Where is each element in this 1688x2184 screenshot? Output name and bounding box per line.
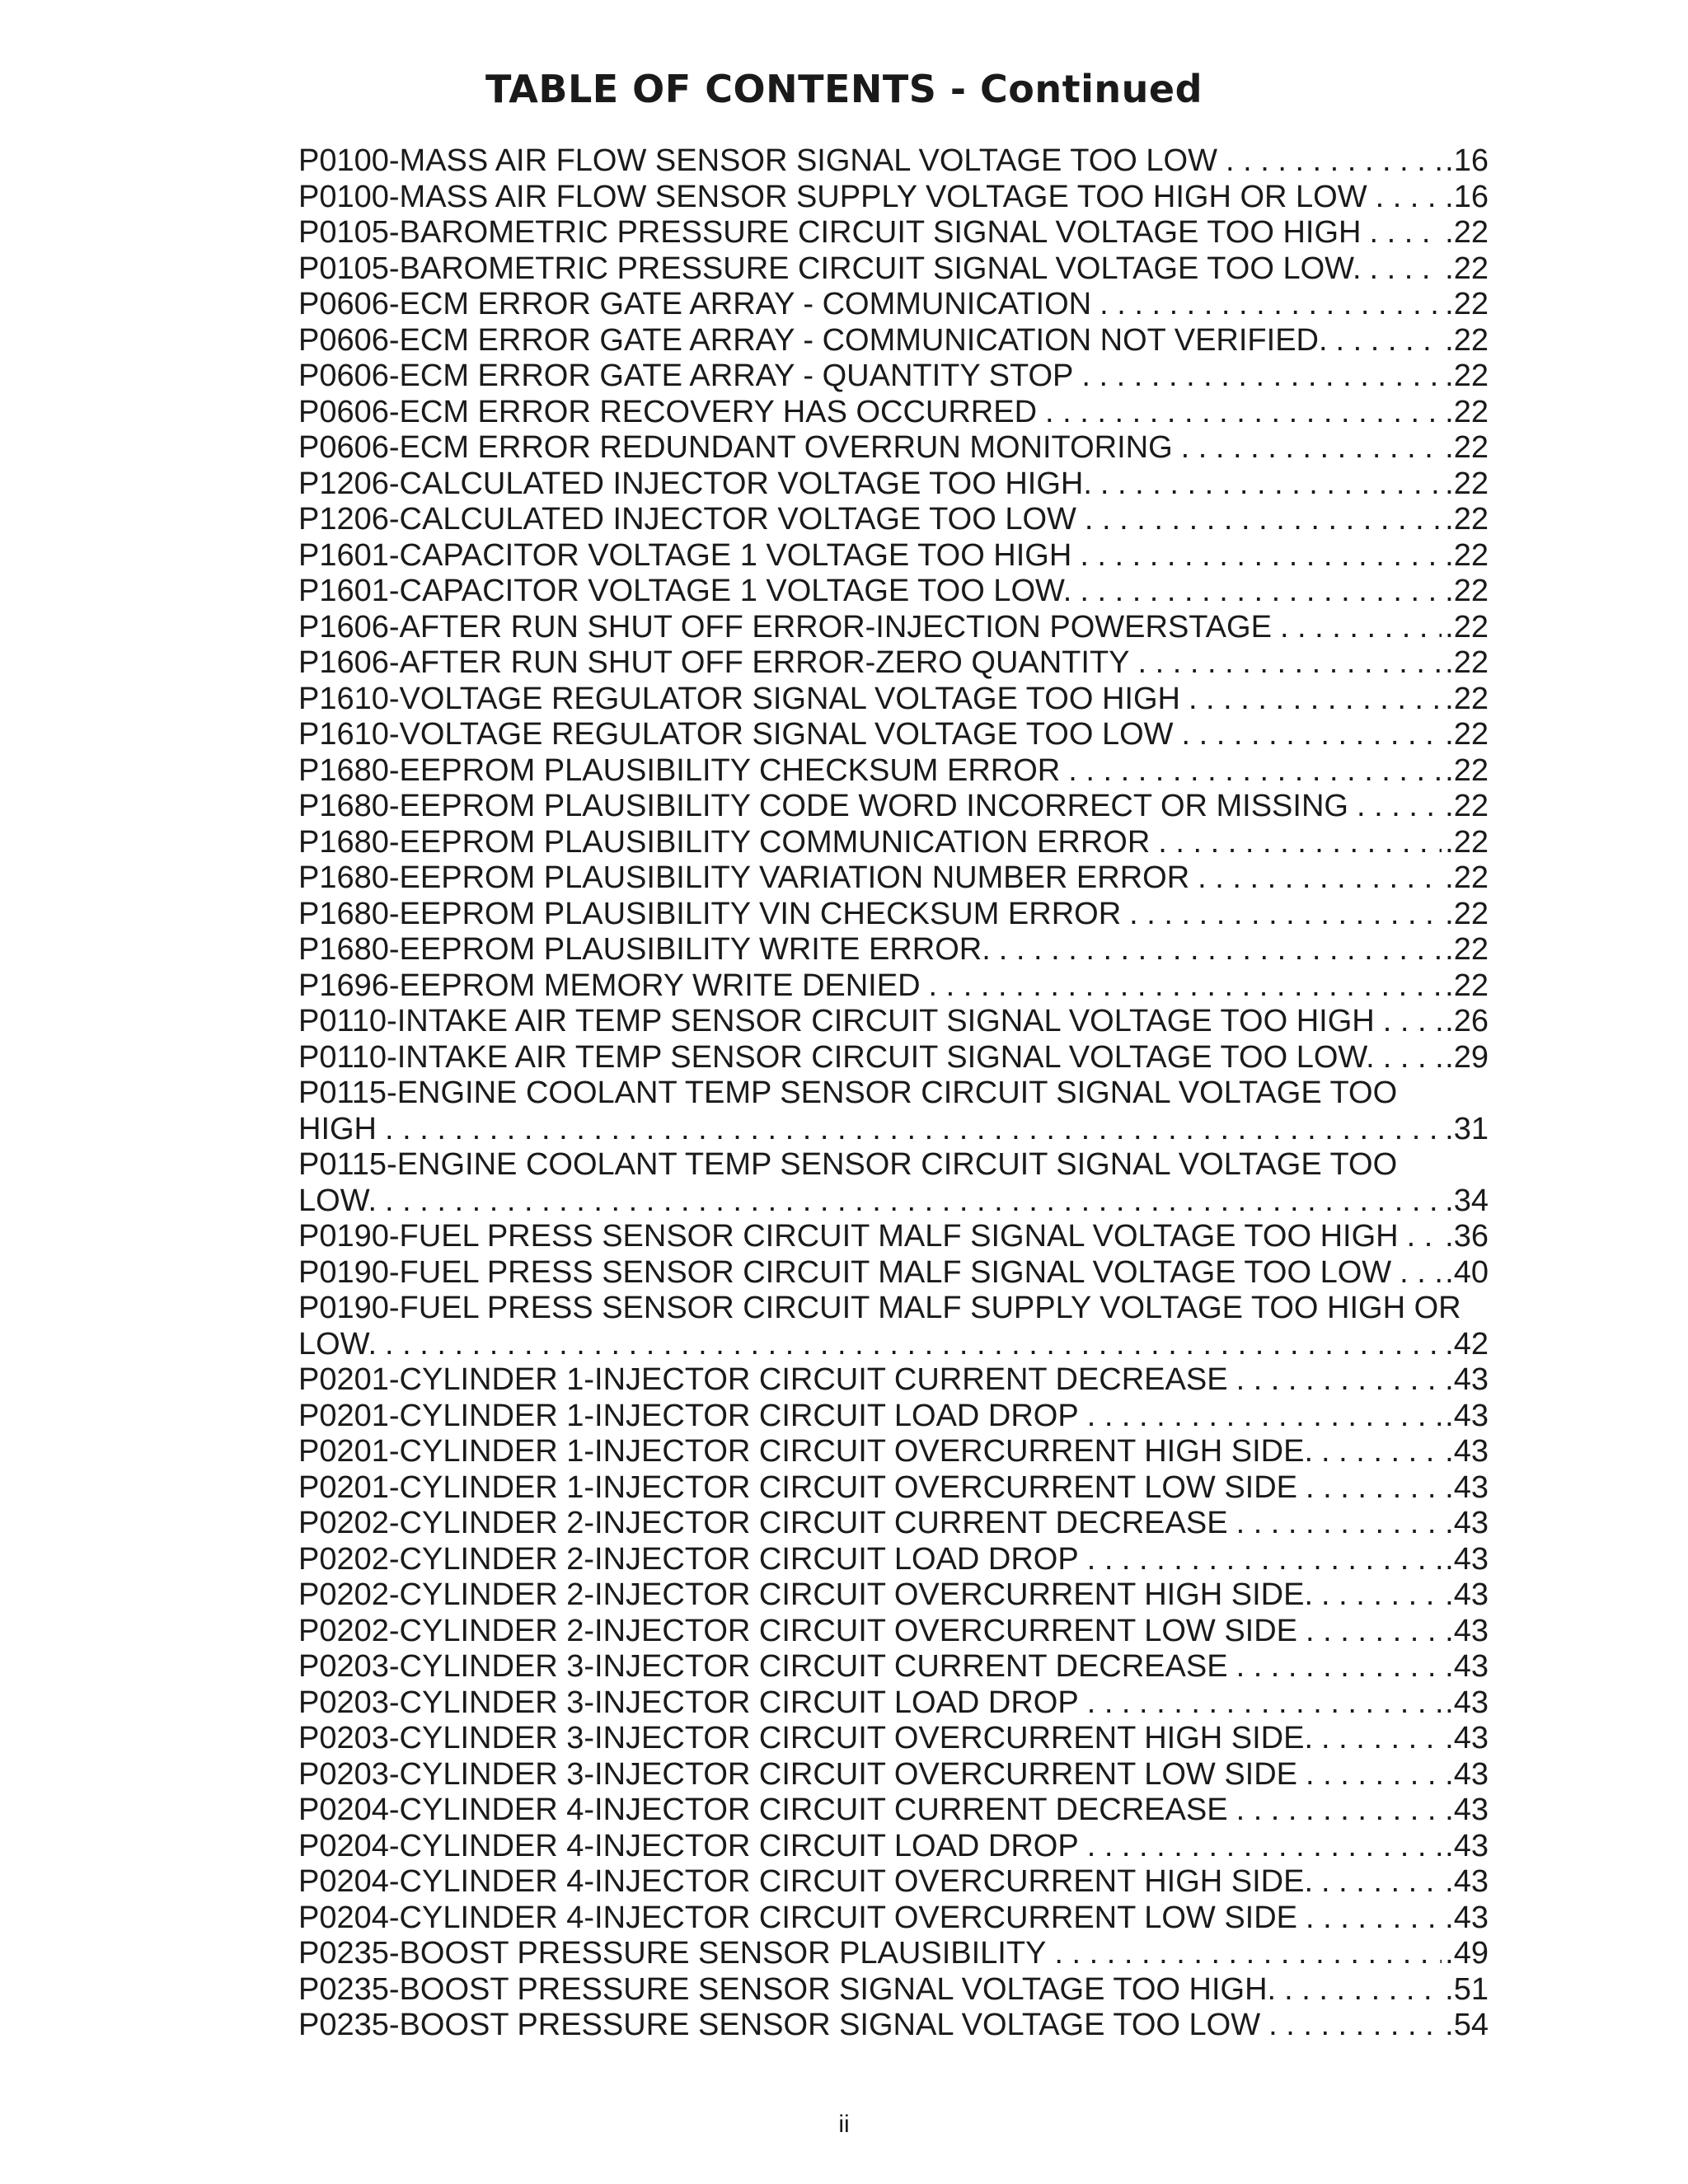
toc-entry-page: .43 [1445,1649,1489,1684]
toc-entry-title: P1206-CALCULATED INJECTOR VOLTAGE TOO HIGH. [298,466,1092,501]
toc-entry-page: .31 [1445,1111,1489,1146]
toc-entry-line [298,968,1489,1005]
toc-entry[interactable] [298,860,1489,897]
toc-entry[interactable] [298,251,1489,288]
toc-entry-title: P0202-CYLINDER 2-INJECTOR CIRCUIT OVERCURRENT LOW SIDE [298,1613,1298,1648]
table-of-contents [298,143,1489,2044]
toc-entry-line [298,1004,1489,1040]
toc-entry-page: .54 [1445,2008,1489,2042]
toc-entry-line [298,287,1489,323]
dot-leader [1100,287,1442,323]
toc-entry-line [298,1829,1489,1865]
dot-leader [1321,1721,1442,1757]
toc-entry-line [298,825,1489,861]
toc-entry-title: P0203-CYLINDER 3-INJECTOR CIRCUIT OVERCURRENT HIGH SIDE. [298,1721,1314,1755]
toc-entry[interactable] [298,1434,1489,1470]
toc-entry-page: .43 [1445,1469,1489,1505]
toc-entry[interactable] [298,1936,1489,1972]
dot-leader [1080,574,1442,610]
toc-entry-title: P0201-CYLINDER 1-INJECTOR CIRCUIT LOAD DROP [298,1398,1079,1433]
toc-entry-title: P0201-CYLINDER 1-INJECTOR CIRCUIT OVERCURRENT HIGH SIDE. [298,1434,1314,1469]
toc-entry-page: .42 [1445,1326,1489,1361]
toc-entry-line [298,1936,1489,1972]
toc-entry-page: .43 [1445,1434,1489,1469]
toc-entry[interactable] [298,753,1489,790]
toc-entry[interactable] [298,789,1489,825]
toc-entry-line [298,1434,1489,1470]
toc-entry-line [298,1219,1489,1255]
dot-leader [1087,1829,1442,1865]
toc-entry-title: P0606-ECM ERROR GATE ARRAY - COMMUNICATION [298,287,1092,321]
toc-entry-title: P0105-BAROMETRIC PRESSURE CIRCUIT SIGNAL VOLTAGE TOO HIGH [298,215,1362,250]
dot-leader [1100,466,1442,503]
dot-leader [1181,430,1442,466]
toc-entry-line [298,1470,1489,1507]
toc-entry-line [298,574,1489,610]
dot-leader [1081,359,1442,395]
toc-entry-line [298,1972,1489,2008]
toc-entry-page: .43 [1445,1685,1489,1720]
toc-entry-line [298,682,1489,718]
toc-entry-line [298,1112,1489,1148]
toc-entry[interactable] [298,1506,1489,1542]
toc-entry-page: .22 [1445,394,1489,429]
toc-entry-page: .26 [1445,1004,1489,1038]
toc-entry-title: HIGH [298,1111,377,1146]
toc-entry-page: .36 [1445,1219,1489,1254]
toc-entry-line [298,1649,1489,1685]
toc-entry[interactable] [298,1542,1489,1578]
toc-entry[interactable] [298,717,1489,753]
toc-entry-page: .22 [1445,359,1489,393]
toc-entry-line [298,1721,1489,1757]
toc-entry[interactable] [298,1076,1489,1147]
toc-entry-title: P1606-AFTER RUN SHUT OFF ERROR-INJECTION POWERSTAGE [298,609,1272,644]
page-title: TABLE OF CONTENTS - Continued [485,67,1203,111]
dot-leader [1226,143,1442,180]
toc-entry-title: P0202-CYLINDER 2-INJECTOR CIRCUIT OVERCURRENT HIGH SIDE. [298,1577,1314,1612]
toc-entry-title: P0190-FUEL PRESS SENSOR CIRCUIT MALF SIGNAL VOLTAGE TOO HIGH [298,1219,1399,1254]
toc-entry-title: P1601-CAPACITOR VOLTAGE 1 VOLTAGE TOO LOW. [298,574,1072,608]
toc-entry-title: P0204-CYLINDER 4-INJECTOR CIRCUIT LOAD DROP [298,1828,1079,1863]
toc-entry-line [298,1757,1489,1793]
toc-entry[interactable] [298,825,1489,861]
toc-entry-title-first-line: P0115-ENGINE COOLANT TEMP SENSOR CIRCUIT SIGNAL VOLTAGE TOO [298,1147,1398,1182]
toc-entry-page: .43 [1445,1793,1489,1827]
toc-entry-line [298,1542,1489,1578]
toc-entry-page: .22 [1445,574,1489,608]
dot-leader [1376,180,1442,216]
toc-entry-line [298,1685,1489,1722]
toc-entry-line [298,538,1489,574]
toc-entry[interactable] [298,1040,1489,1076]
toc-entry-page: .43 [1445,1541,1489,1577]
toc-entry[interactable] [298,897,1489,933]
toc-entry[interactable] [298,1004,1489,1040]
dot-leader [1189,682,1442,718]
toc-entry-line [298,717,1489,753]
dot-leader [1268,2008,1442,2044]
toc-entry[interactable] [298,180,1489,216]
toc-entry-title: P0203-CYLINDER 3-INJECTOR CIRCUIT OVERCURRENT LOW SIDE [298,1756,1298,1792]
toc-entry[interactable] [298,1649,1489,1685]
toc-entry-line [298,359,1489,395]
toc-entry-page: .22 [1445,860,1489,895]
toc-entry-title: P0204-CYLINDER 4-INJECTOR CIRCUIT OVERCURRENT HIGH SIDE. [298,1864,1314,1899]
toc-entry[interactable] [298,1291,1489,1362]
toc-entry-page: .49 [1445,1936,1489,1971]
toc-entry-page: .43 [1445,1577,1489,1612]
toc-entry-page: .22 [1445,896,1489,931]
toc-entry-page: .22 [1445,609,1489,644]
toc-entry[interactable] [298,215,1489,251]
toc-entry[interactable] [298,1972,1489,2008]
toc-entry[interactable] [298,1147,1489,1219]
toc-entry-title: P1606-AFTER RUN SHUT OFF ERROR-ZERO QUANTITY [298,645,1130,680]
toc-entry-line [298,1506,1489,1542]
dot-leader [1321,1577,1442,1614]
dot-leader [1054,1936,1442,1972]
toc-entry-page: .22 [1445,537,1489,573]
toc-entry-page: .51 [1445,1971,1489,2007]
dot-leader [1383,1040,1442,1076]
toc-entry-line [298,1327,1489,1363]
dot-leader [1236,1506,1442,1542]
toc-entry-line [298,502,1489,538]
toc-entry[interactable] [298,1721,1489,1757]
dot-leader [1407,1219,1442,1255]
toc-entry[interactable] [298,968,1489,1005]
toc-entry[interactable] [298,143,1489,180]
toc-entry-line [298,1577,1489,1614]
toc-entry-page: .22 [1445,430,1489,465]
dot-leader [1370,251,1442,288]
toc-entry-line [298,251,1489,288]
toc-entry-line [298,2008,1489,2044]
toc-entry-line [298,323,1489,359]
toc-entry-title: P0202-CYLINDER 2-INJECTOR CIRCUIT CURRENT DECREASE [298,1506,1228,1540]
toc-entry[interactable] [298,538,1489,574]
toc-entry[interactable] [298,359,1489,395]
toc-entry-line [298,1183,1489,1220]
dot-leader [1080,538,1442,574]
toc-entry[interactable] [298,466,1489,503]
toc-entry[interactable] [298,1362,1489,1399]
dot-leader [1138,645,1442,682]
toc-entry-title: P1610-VOLTAGE REGULATOR SIGNAL VOLTAGE TOO HIGH [298,681,1180,716]
toc-entry-title: P0204-CYLINDER 4-INJECTOR CIRCUIT OVERCURRENT LOW SIDE [298,1900,1298,1935]
toc-entry[interactable] [298,1829,1489,1865]
dot-leader [1085,502,1442,538]
toc-entry[interactable] [298,1614,1489,1650]
dot-leader [385,1327,1442,1363]
toc-entry[interactable] [298,1399,1489,1435]
toc-entry[interactable] [298,1900,1489,1937]
dot-leader [1306,1757,1442,1793]
toc-entry[interactable] [298,502,1489,538]
dot-leader [1129,897,1442,933]
toc-entry-title: P1680-EEPROM PLAUSIBILITY VIN CHECKSUM ERROR [298,896,1122,931]
toc-entry-title: P0235-BOOST PRESSURE SENSOR PLAUSIBILITY [298,1936,1047,1971]
dot-leader [385,1183,1442,1220]
toc-entry-title: P1680-EEPROM PLAUSIBILITY WRITE ERROR. [298,932,991,967]
toc-entry[interactable] [298,287,1489,323]
toc-entry[interactable] [298,574,1489,610]
toc-entry-title: P0204-CYLINDER 4-INJECTOR CIRCUIT CURRENT DECREASE [298,1793,1228,1827]
dot-leader [1045,395,1442,431]
toc-entry-title: P0203-CYLINDER 3-INJECTOR CIRCUIT LOAD DROP [298,1685,1079,1720]
toc-entry-title: P1680-EEPROM PLAUSIBILITY VARIATION NUMBER ERROR [298,860,1190,895]
toc-entry-title: P1696-EEPROM MEMORY WRITE DENIED [298,968,921,1003]
toc-entry-line [298,1793,1489,1829]
toc-entry-page: .22 [1445,287,1489,321]
toc-entry[interactable] [298,1255,1489,1291]
toc-entry-line [298,860,1489,897]
toc-entry[interactable] [298,1793,1489,1829]
toc-entry-page: .43 [1445,1398,1489,1433]
toc-entry-page: .29 [1445,1039,1489,1075]
toc-entry-title: P0203-CYLINDER 3-INJECTOR CIRCUIT CURRENT DECREASE [298,1649,1228,1684]
toc-entry-page: .40 [1445,1254,1489,1290]
dot-leader [1087,1399,1442,1435]
toc-entry-page: .22 [1445,824,1489,860]
toc-entry-page: .22 [1445,215,1489,250]
toc-entry-line [298,645,1489,682]
toc-entry-title: P0606-ECM ERROR REDUNDANT OVERRUN MONITORING [298,430,1173,465]
toc-entry-page: .43 [1445,1506,1489,1540]
toc-entry[interactable] [298,430,1489,466]
dot-leader [1284,1972,1442,2008]
toc-entry-title: P0235-BOOST PRESSURE SENSOR SIGNAL VOLTAGE TOO HIGH. [298,1971,1277,2007]
toc-entry-page: .22 [1445,645,1489,680]
toc-entry-title: P0110-INTAKE AIR TEMP SENSOR CIRCUIT SIGNAL VOLTAGE TOO LOW. [298,1039,1375,1075]
toc-entry-page: .22 [1445,251,1489,286]
dot-leader [1087,1542,1442,1578]
dot-leader [1280,610,1442,646]
toc-entry-line [298,1255,1489,1291]
dot-leader [1306,1900,1442,1937]
toc-entry[interactable] [298,1219,1489,1255]
toc-entry-title: P1680-EEPROM PLAUSIBILITY COMMUNICATION ERROR [298,824,1151,860]
toc-entry-page: .43 [1445,1828,1489,1863]
toc-entry-title-first-line: P0115-ENGINE COOLANT TEMP SENSOR CIRCUIT SIGNAL VOLTAGE TOO [298,1076,1398,1110]
toc-entry-title: P1610-VOLTAGE REGULATOR SIGNAL VOLTAGE TOO LOW [298,717,1174,752]
dot-leader [1236,1362,1442,1399]
toc-entry-title: P0201-CYLINDER 1-INJECTOR CIRCUIT OVERCURRENT LOW SIDE [298,1469,1298,1505]
toc-entry[interactable] [298,1685,1489,1722]
dot-leader [929,968,1442,1005]
toc-entry-title: P0190-FUEL PRESS SENSOR CIRCUIT MALF SIGNAL VOLTAGE TOO LOW [298,1254,1392,1290]
toc-entry-title: P0100-MASS AIR FLOW SENSOR SIGNAL VOLTAGE TOO LOW [298,143,1217,178]
dot-leader [1357,789,1442,825]
toc-entry-page: .22 [1445,932,1489,967]
toc-entry-line [298,180,1489,216]
toc-entry[interactable] [298,1757,1489,1793]
toc-entry[interactable] [298,395,1489,431]
dot-leader [1400,1255,1442,1291]
toc-entry-page: .22 [1445,717,1489,752]
toc-entry[interactable] [298,323,1489,359]
page-number: ii [838,2111,850,2138]
toc-entry-title: P0235-BOOST PRESSURE SENSOR SIGNAL VOLTAGE TOO LOW [298,2008,1261,2042]
toc-entry-page: .22 [1445,968,1489,1003]
toc-entry-title: P0202-CYLINDER 2-INJECTOR CIRCUIT LOAD DROP [298,1541,1079,1577]
dot-leader [1182,717,1442,753]
dot-leader [1158,825,1442,861]
toc-entry-page: .22 [1445,681,1489,716]
toc-entry-title: P1680-EEPROM PLAUSIBILITY CODE WORD INCORRECT OR MISSING [298,789,1348,823]
toc-entry-title: LOW. [298,1326,377,1361]
toc-entry-page: .16 [1445,179,1489,214]
toc-entry-page: .43 [1445,1362,1489,1397]
dot-leader [1321,1434,1442,1470]
toc-entry-title-first-line: P0190-FUEL PRESS SENSOR CIRCUIT MALF SUPPLY VOLTAGE TOO HIGH OR [298,1291,1461,1325]
toc-entry[interactable] [298,1577,1489,1614]
dot-leader [999,932,1442,968]
toc-entry-title: P1601-CAPACITOR VOLTAGE 1 VOLTAGE TOO HIGH [298,537,1072,573]
dot-leader [1336,323,1442,359]
toc-entry-title: P0606-ECM ERROR GATE ARRAY - COMMUNICATION NOT VERIFIED. [298,322,1328,358]
toc-entry[interactable] [298,2008,1489,2044]
toc-entry-line [298,610,1489,646]
dot-leader [1321,1864,1442,1900]
toc-entry[interactable] [298,682,1489,718]
dot-leader [1383,1004,1442,1040]
toc-entry-line [298,215,1489,251]
dot-leader [385,1112,1442,1148]
toc-entry-page: .22 [1445,752,1489,788]
toc-entry-line [298,897,1489,933]
toc-entry-page: .43 [1445,1613,1489,1648]
dot-leader [1087,1685,1442,1722]
toc-entry-page: .34 [1445,1183,1489,1218]
toc-entry-line [298,789,1489,825]
toc-entry-page: .43 [1445,1721,1489,1755]
toc-entry-line [298,1864,1489,1900]
dot-leader [1306,1470,1442,1507]
toc-entry-title: P1680-EEPROM PLAUSIBILITY CHECKSUM ERROR [298,752,1061,788]
toc-entry-page: .22 [1445,466,1489,501]
toc-entry[interactable] [298,932,1489,968]
toc-entry-title: P1206-CALCULATED INJECTOR VOLTAGE TOO LOW [298,502,1076,537]
toc-entry-page: .22 [1445,502,1489,537]
toc-entry-line [298,932,1489,968]
dot-leader [1236,1649,1442,1685]
dot-leader [1198,860,1442,897]
dot-leader [1369,215,1442,251]
toc-entry-page: .43 [1445,1864,1489,1899]
toc-entry-line [298,466,1489,503]
toc-entry-page: .43 [1445,1900,1489,1935]
toc-entry-page: .22 [1445,322,1489,358]
toc-entry-page: .16 [1445,143,1489,178]
toc-entry-page: .43 [1445,1756,1489,1792]
toc-entry-title: LOW. [298,1183,377,1218]
toc-entry-title: P0100-MASS AIR FLOW SENSOR SUPPLY VOLTAGE TOO HIGH OR LOW [298,179,1367,214]
toc-entry-title: P0606-ECM ERROR RECOVERY HAS OCCURRED [298,394,1038,429]
toc-entry-line [298,1362,1489,1399]
toc-entry[interactable] [298,645,1489,682]
toc-entry-line [298,395,1489,431]
toc-entry[interactable] [298,1864,1489,1900]
toc-entry-line [298,1040,1489,1076]
toc-entry-line [298,1399,1489,1435]
toc-entry-page: .22 [1445,789,1489,823]
toc-entry-line [298,430,1489,466]
toc-entry[interactable] [298,610,1489,646]
toc-entry-line [298,143,1489,180]
toc-entry-line [298,1614,1489,1650]
toc-entry-title: P0606-ECM ERROR GATE ARRAY - QUANTITY STOP [298,359,1074,393]
toc-entry-line [298,753,1489,790]
dot-leader [1306,1614,1442,1650]
toc-entry[interactable] [298,1470,1489,1507]
dot-leader [1236,1793,1442,1829]
toc-entry-title: P0201-CYLINDER 1-INJECTOR CIRCUIT CURRENT DECREASE [298,1362,1228,1397]
toc-entry-line [298,1900,1489,1937]
toc-entry-title: P0110-INTAKE AIR TEMP SENSOR CIRCUIT SIGNAL VOLTAGE TOO HIGH [298,1004,1375,1038]
dot-leader [1068,753,1442,790]
toc-entry-title: P0105-BAROMETRIC PRESSURE CIRCUIT SIGNAL VOLTAGE TOO LOW. [298,251,1362,286]
